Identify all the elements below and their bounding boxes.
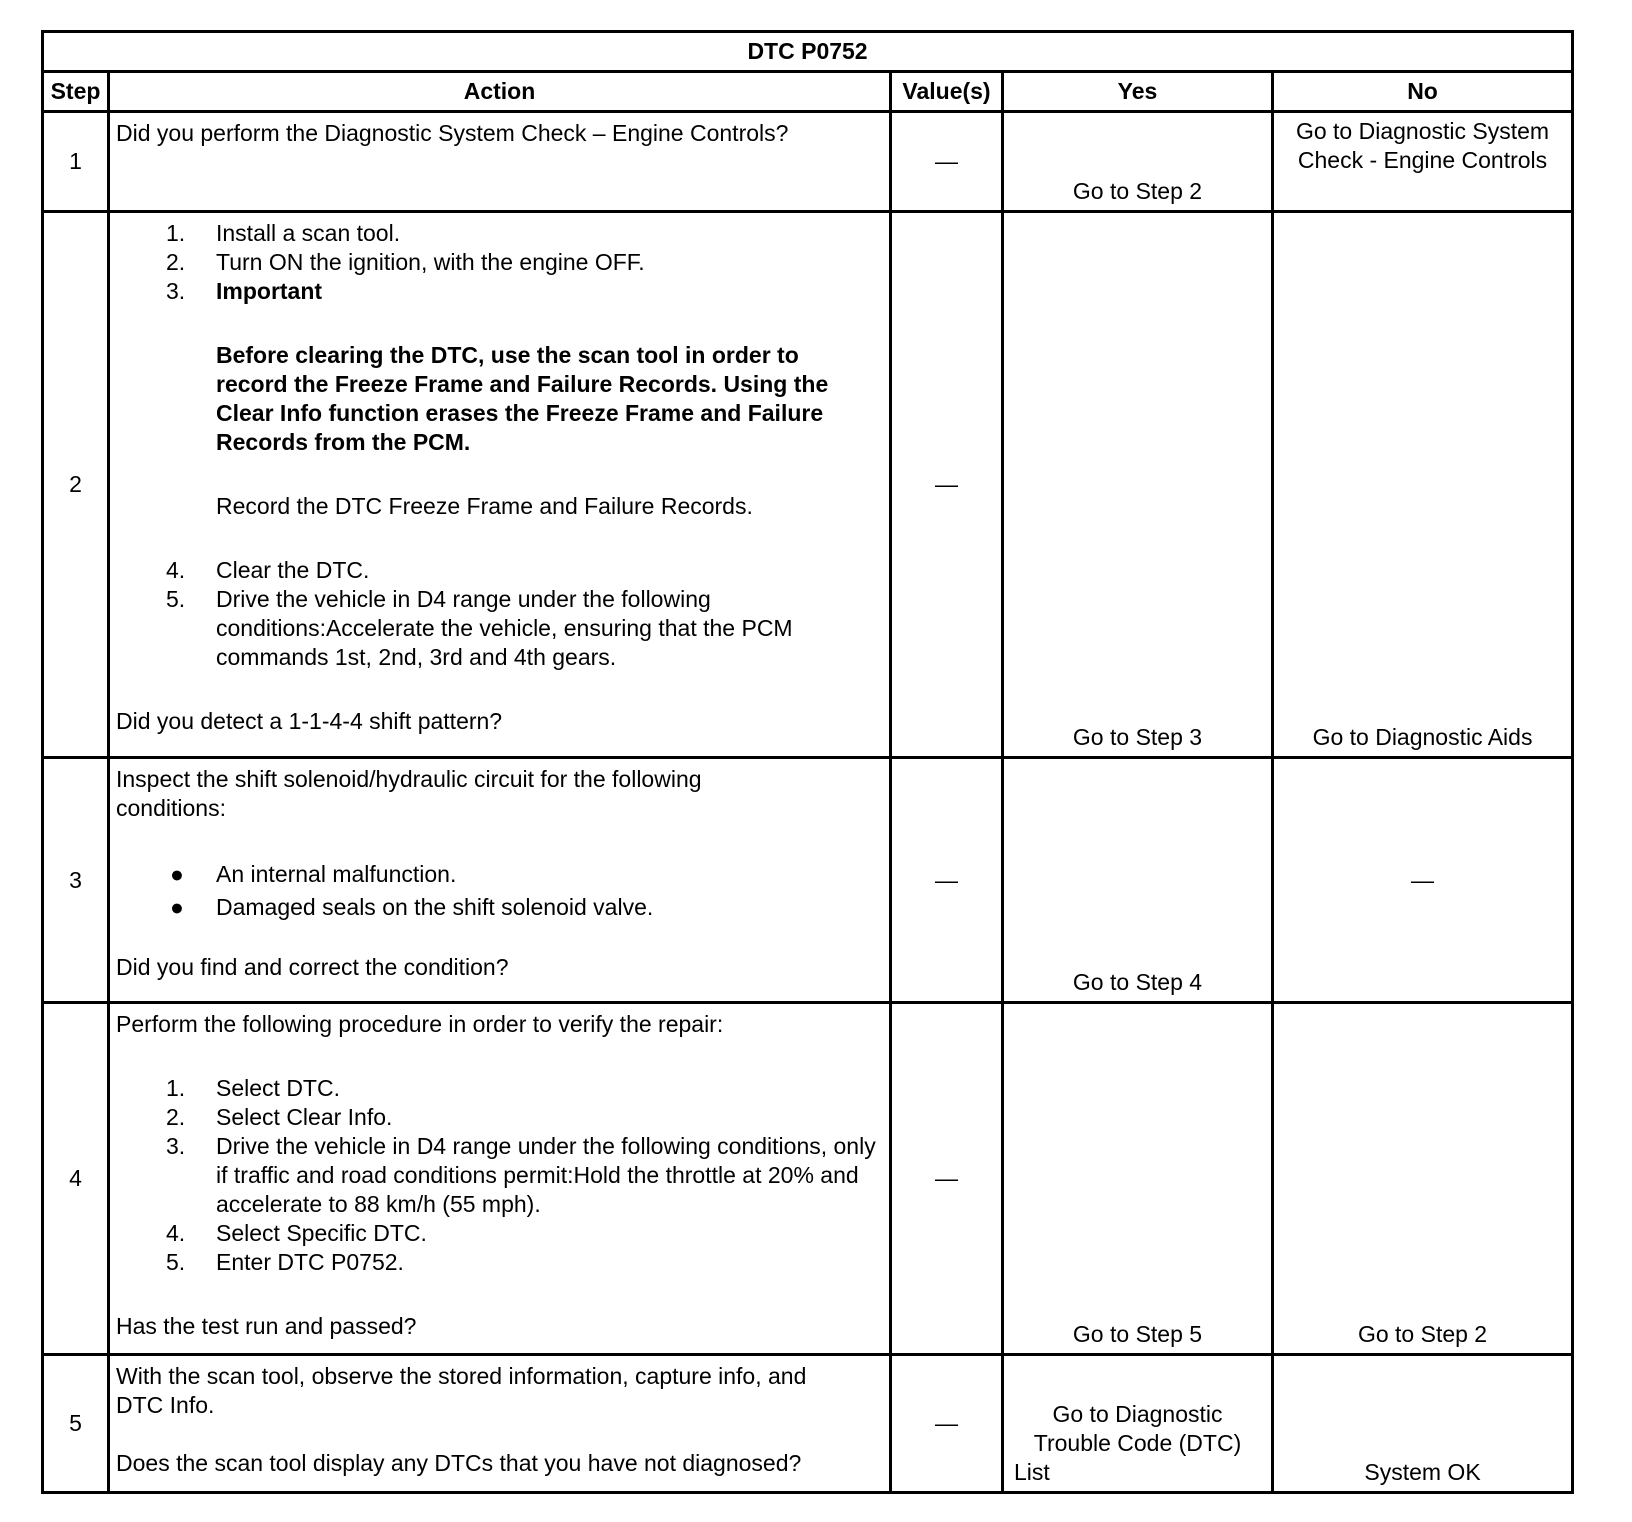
list-item: 3. Drive the vehicle in D4 range under the following conditions, only if traffic and road conditions permit:Hold the throttle at 20% and accelerate to 88 km/h (55 mph). (166, 1133, 876, 1217)
dtc-p0752-table (41, 30, 1574, 1494)
no-cell: Go to Diagnostic Aids (1273, 212, 1573, 758)
table-row (43, 1003, 1573, 1355)
yes-line: Go to Diagnostic (1052, 1401, 1223, 1427)
action-cell (109, 1355, 891, 1493)
header-row (43, 72, 1573, 112)
step-list (116, 1074, 885, 1277)
yes-line: List (1014, 1459, 1050, 1485)
action-intro: Inspect the shift solenoid/hydraulic circuit for the following conditions: (116, 766, 702, 821)
yes-line: Trouble Code (DTC) (1033, 1430, 1242, 1456)
action-intro: With the scan tool, observe the stored information, capture info, and DTC Info. (116, 1363, 807, 1418)
list-item: ● Damaged seals on the shift solenoid valve. (170, 894, 654, 920)
list-item: ● An internal malfunction. (170, 861, 457, 887)
values-cell: — (891, 212, 1003, 758)
important-note: Before clearing the DTC, use the scan tool in order to record the Freeze Frame and Failure Records. Using the Clear Info function erases the Freeze Frame and Failure Records from the PCM. (216, 342, 829, 455)
yes-cell: Go to Step 5 (1003, 1003, 1273, 1355)
table-row (43, 758, 1573, 1003)
list-item: 1. Install a scan tool. (166, 220, 401, 246)
action-cell (109, 1003, 891, 1355)
action-intro: Perform the following procedure in order to verify the repair: (116, 1011, 724, 1037)
condition-list (116, 858, 885, 924)
yes-cell: Go to Step 4 (1003, 758, 1273, 1003)
list-item: 5. Drive the vehicle in D4 range under the following conditions:Accelerate the vehicle, ensuring that the PCM commands 1st, 2nd, 3rd and 4th gears. (166, 586, 793, 670)
list-item: 4. Clear the DTC. (166, 557, 370, 583)
step-number: 3 (43, 758, 109, 1003)
step-number: 5 (43, 1355, 109, 1493)
record-text: Record the DTC Freeze Frame and Failure Records. (216, 493, 753, 519)
list-item: 5. Enter DTC P0752. (166, 1249, 404, 1275)
yes-cell (1003, 1355, 1273, 1493)
no-cell: Go to Step 2 (1273, 1003, 1573, 1355)
yes-cell: Go to Step 2 (1003, 112, 1273, 212)
list-item: 1. Select DTC. (166, 1075, 340, 1101)
header-values: Value(s) (891, 72, 1003, 112)
header-step: Step (43, 72, 109, 112)
action-question: Has the test run and passed? (116, 1313, 417, 1339)
action-cell (109, 112, 891, 212)
step-number: 2 (43, 212, 109, 758)
table-row (43, 212, 1573, 758)
step-list (116, 219, 885, 306)
list-item: 2. Turn ON the ignition, with the engine OFF. (166, 249, 645, 275)
action-question: Does the scan tool display any DTCs that you have not diagnosed? (116, 1450, 802, 1476)
header-yes: Yes (1003, 72, 1273, 112)
values-cell: — (891, 1003, 1003, 1355)
action-question: Did you perform the Diagnostic System Check – Engine Controls? (116, 120, 789, 146)
no-cell: Go to Diagnostic System Check - Engine Controls (1273, 112, 1573, 212)
action-question: Did you find and correct the condition? (116, 954, 509, 980)
list-item: 2. Select Clear Info. (166, 1104, 393, 1130)
list-item: 3. Important (166, 278, 323, 304)
step-number: 1 (43, 112, 109, 212)
table-row (43, 112, 1573, 212)
step-list (116, 556, 885, 672)
table-title: DTC P0752 (43, 32, 1573, 72)
header-no: No (1273, 72, 1573, 112)
values-cell: — (891, 758, 1003, 1003)
no-cell: System OK (1273, 1355, 1573, 1493)
header-action: Action (109, 72, 891, 112)
table-row (43, 1355, 1573, 1493)
values-cell: — (891, 112, 1003, 212)
yes-cell: Go to Step 3 (1003, 212, 1273, 758)
values-cell: — (891, 1355, 1003, 1493)
action-cell (109, 758, 891, 1003)
step-number: 4 (43, 1003, 109, 1355)
no-cell: — (1273, 758, 1573, 1003)
action-question: Did you detect a 1-1-4-4 shift pattern? (116, 708, 503, 734)
action-cell (109, 212, 891, 758)
list-item: 4. Select Specific DTC. (166, 1220, 427, 1246)
